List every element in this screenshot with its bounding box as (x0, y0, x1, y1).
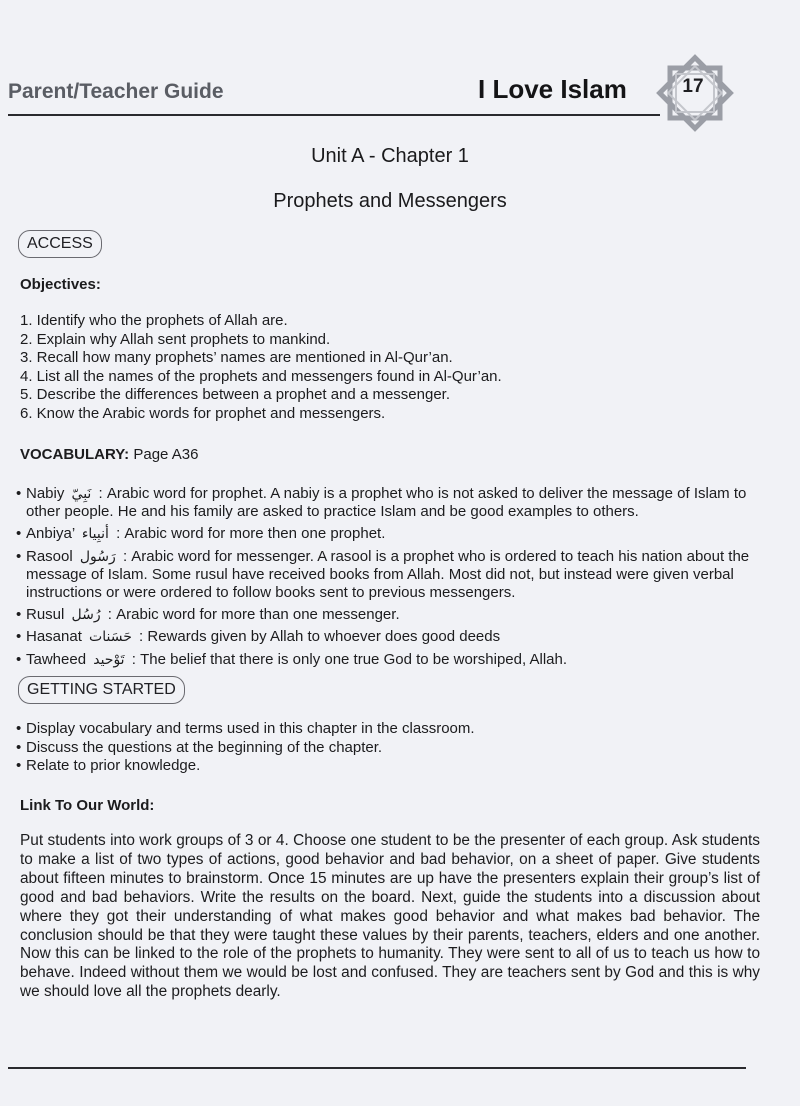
vocab-definition: : Rewards given by Allah to whoever does good deeds (139, 628, 501, 646)
unit-title: Unit A - Chapter 1 (311, 145, 469, 167)
vocab-term: Hasanat (26, 628, 82, 646)
objectives-heading: Objectives: (20, 276, 101, 293)
vocab-definition: : Arabic word for prophet. A nabiy is a prophet who is not asked to deliver the message of Islam to other people. He and his family are asked to practice Islam and be good examples to others. (26, 485, 747, 521)
vocab-term: Nabiy (26, 485, 65, 502)
vocab-term: Tawheed (26, 650, 87, 668)
vocab-item (16, 548, 761, 603)
objective-item: 2. Explain why Allah sent prophets to mankind. (20, 330, 331, 348)
link-paragraph: Put students into work groups of 3 or 4. Choose one student to be the presenter of each group. Ask students to make a list of two types of actions, good behavior and bad behavior, on a sheet of paper. Give students about fifteen minutes to brainstorm. Once 15 minutes are up have the presenters explain their group’s list of good and bad behaviors. Write the results on the board. Next, guide the students into a discussion about where they got their understanding of what makes good behavior and what makes bad behavior. The conclusion should be that they were taught these values by their parents, teachers, elders and one another. Now this can be linked to the role of the prophets to humanity. They were sent to all of us to teach us how to behave. Indeed without them we would be lost and confused. They are teachers sent by God and this is why we should love all the prophets dearly. (20, 832, 760, 1001)
objective-item: 4. List all the names of the prophets and messengers found in Al-Qur’an. (20, 367, 502, 385)
list-item (16, 739, 475, 758)
bullet-icon: • (16, 547, 22, 565)
getting-started-label: GETTING STARTED (18, 676, 185, 704)
bullet-icon: • (16, 720, 22, 737)
chapter-title: Prophets and Messengers (273, 190, 507, 212)
vocab-arabic: رَسُول (79, 548, 116, 565)
vocab-term: Anbiya’ (26, 525, 75, 543)
vocab-arabic: تَوْحيد (93, 651, 125, 668)
objective-item: 6. Know the Arabic words for prophet and messengers. (20, 404, 386, 422)
bullet-icon: • (16, 606, 22, 624)
book-title: I Love Islam (478, 74, 627, 104)
vocabulary-label: VOCABULARY: (20, 446, 130, 463)
vocab-item (16, 651, 761, 669)
vocab-arabic: أنبِياء (81, 526, 109, 543)
bullet-icon: • (16, 485, 22, 502)
list-item-text: Display vocabulary and terms used in this chapter in the classroom. (26, 720, 475, 737)
vocab-arabic: رُسُل (71, 607, 101, 624)
vocab-item (16, 628, 761, 646)
vocab-item (16, 485, 761, 521)
objective-item: 3. Recall how many prophets’ names are mentioned in Al-Qur’an. (20, 349, 453, 367)
list-item (16, 757, 475, 776)
vocab-definition: : Arabic word for messenger. A rasool is a prophet who is ordered to teach his nation about the message of Islam. Some rusul have received books from Allah. Most did not, but instead were given verbal instructions or were ordered to follow books sent to previous messengers. (26, 547, 750, 602)
vocabulary-heading (20, 446, 198, 463)
vocab-item (16, 525, 761, 543)
access-label: ACCESS (18, 230, 102, 258)
list-item-text: Discuss the questions at the beginning of the chapter. (26, 738, 383, 756)
objective-item: 1. Identify who the prophets of Allah are. (20, 312, 288, 329)
header-rule (8, 114, 660, 116)
vocab-definition: : Arabic word for more then one prophet. (116, 525, 386, 543)
guide-title: Parent/Teacher Guide (8, 80, 224, 103)
link-heading: Link To Our World: (20, 797, 155, 814)
vocab-arabic: نَبِيّ (71, 486, 92, 502)
vocab-term: Rusul (26, 606, 65, 624)
vocab-term: Rasool (26, 547, 73, 565)
vocab-item (16, 606, 761, 624)
getting-started-list (16, 720, 475, 776)
page-number: 17 (682, 76, 704, 97)
bullet-icon: • (16, 738, 22, 756)
bullet-icon: • (16, 757, 22, 774)
list-item (16, 720, 475, 739)
bullet-icon: • (16, 650, 22, 668)
objectives-list (20, 312, 502, 424)
objective-item: 5. Describe the differences between a prophet and a messenger. (20, 386, 450, 404)
vocab-definition: : The belief that there is only one true God to be worshiped, Allah. (131, 650, 568, 668)
vocab-arabic: حَسَنات (89, 629, 132, 646)
bullet-icon: • (16, 628, 22, 646)
list-item-text: Relate to prior knowledge. (26, 757, 201, 774)
bullet-icon: • (16, 525, 22, 543)
vocab-definition: : Arabic word for more than one messenger. (107, 606, 400, 624)
vocabulary-page: Page A36 (133, 446, 199, 463)
vocabulary-list (16, 485, 761, 669)
footer-rule (8, 1067, 746, 1069)
